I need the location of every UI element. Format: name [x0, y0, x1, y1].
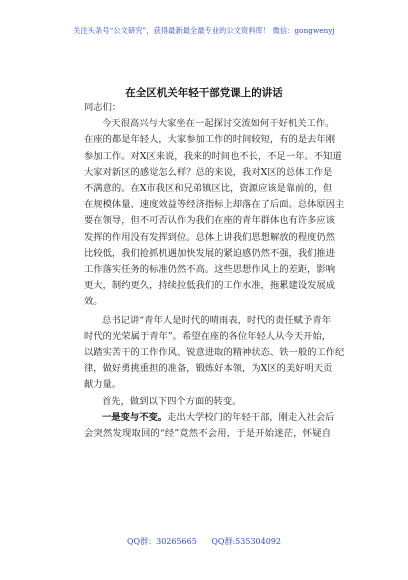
salutation: 同志们：	[84, 102, 122, 113]
paragraph-2: 总书记讲“青年人是时代的晴雨表，时代的责任赋予青年 时代的光荣属于青年”。希望在座的各位年轻人从今天开始， 以踏实苦干的工作作风、锐意进取的精神状态、铁一般的工作纪 律，做好勇挑重担的准备，锻炼好本领，为X区的美好明天贡 献力量。	[84, 314, 345, 391]
document-body	[84, 100, 345, 442]
paragraph-3: 首先，做到以下四个方面的转变。	[102, 395, 242, 407]
page-title: 在全区机关年轻干部党课上的讲话	[125, 87, 283, 99]
footer-qq-1: QQ群：30265665	[126, 537, 197, 546]
paragraph-1: 今天很高兴与大家坐在一起探讨交流如何干好机关工作。 在座的都是年轻人，大家参加工作的时间较短，有的是去年刚 参加工作。对X区来说，我来的时间也不长，不足一年。不知道 大家对新区的感觉怎么样？总的来说，我对X区的总体工作是 不满意的。在X市我区和兄弟镇区比，资源应该是靠前的，但 在规模体量、速度效益等经济指标上却落在了后面。总体原因主 要在领导，但不可否认作为我们在座的青年群体也有许多应该 发挥的作用没有发挥到位。总体上讲我们思想解放的程度仍然 比较低，我们抢抓机遇加快发展的紧迫感仍然不强，我们推进 工作落实任务的标准仍然不高。这些思想作风上的差距，影响 更大，制约更久，持续拉低我们的工作水准，拖累建设发展成 效。	[84, 118, 345, 308]
paragraph-4: 一是变与不变。走出大学校门的年轻干部，刚走入社会后 会突然发现取回的“经”竟然不会用，于是开始迷茫，怀疑自	[84, 411, 335, 440]
footer-qq-2: QQ群:535304092	[211, 537, 281, 546]
paragraph-lead: 一是变与不变。	[102, 411, 168, 423]
footer-contact	[0, 536, 408, 547]
promo-header: 关注头条号“公文研究”，获得最新最全最专业的公文资料库！ 微信：gongwenyj	[73, 26, 335, 35]
